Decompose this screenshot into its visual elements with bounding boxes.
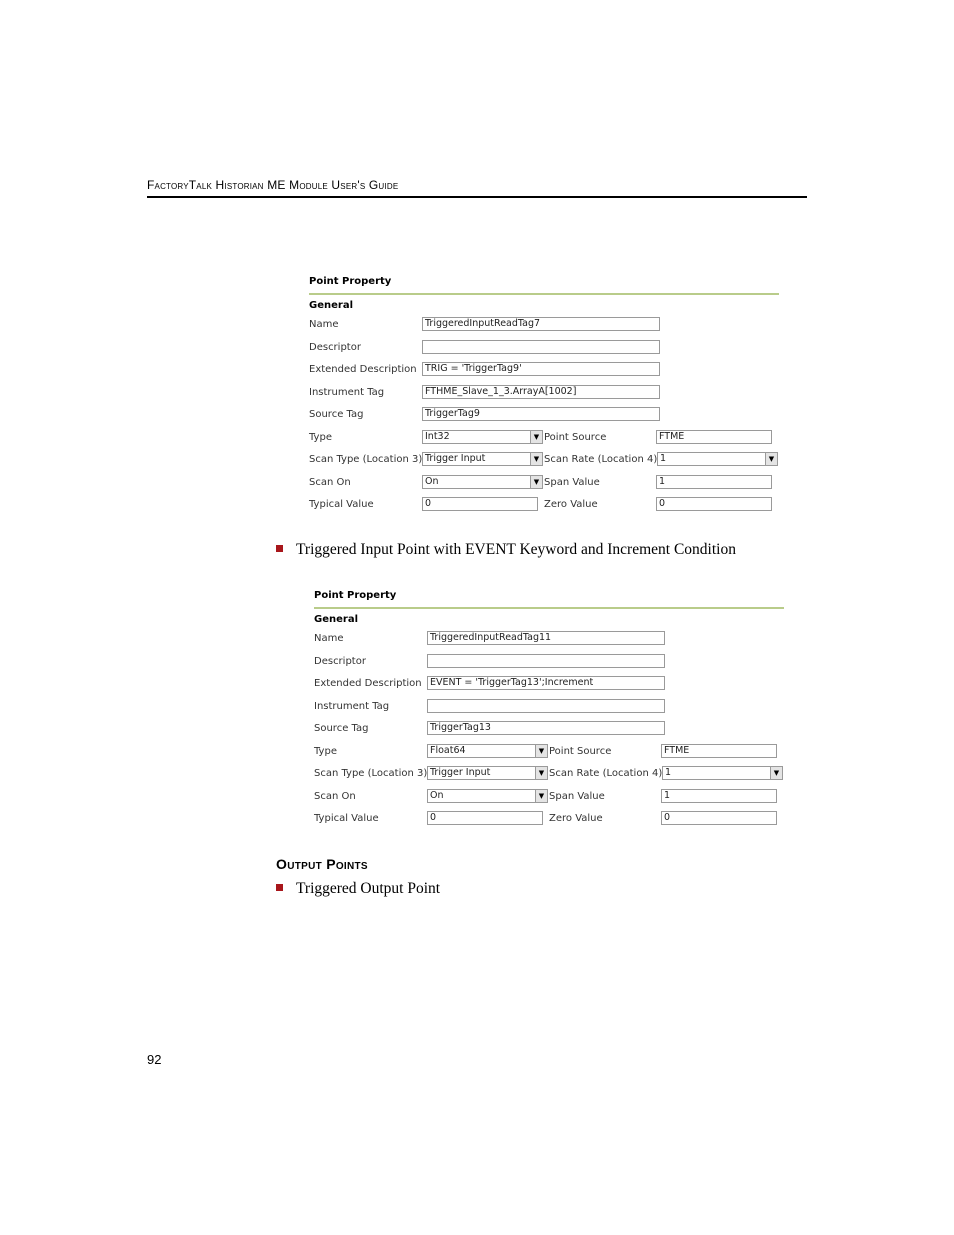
point-property-panel-1 <box>309 268 789 518</box>
scan-on-select[interactable] <box>422 475 543 489</box>
span-value-label: Span Value <box>544 477 600 488</box>
row-scan-type <box>309 452 789 470</box>
span-value-label: Span Value <box>549 791 605 802</box>
row-instrument-tag <box>314 699 794 717</box>
point-property-panel-2 <box>314 582 794 832</box>
section-general: General <box>314 614 358 625</box>
row-scan-on <box>309 475 789 493</box>
name-label: Name <box>314 633 344 644</box>
scan-on-label: Scan On <box>309 477 351 488</box>
type-select-value: Int32 <box>425 431 450 442</box>
bullet-text: Triggered Input Point with EVENT Keyword and Increment Condition <box>296 541 736 558</box>
scan-on-label: Scan On <box>314 791 356 802</box>
type-label: Type <box>309 432 332 443</box>
scan-rate-select-value: 1 <box>665 767 672 778</box>
dropdown-arrow-icon[interactable]: ▼ <box>530 431 542 443</box>
extended-description-label: Extended Description <box>309 364 417 375</box>
section-general: General <box>309 300 353 311</box>
scan-on-select-value: On <box>430 790 444 801</box>
scan-on-select[interactable] <box>427 789 548 803</box>
row-name <box>314 631 794 649</box>
scan-type-select[interactable] <box>427 766 548 780</box>
dropdown-arrow-icon[interactable]: ▼ <box>530 476 542 488</box>
typical-value-field[interactable]: 0 <box>427 811 543 825</box>
dropdown-arrow-icon[interactable]: ▼ <box>530 453 542 465</box>
row-scan-type <box>314 766 794 784</box>
zero-value-label: Zero Value <box>544 499 598 510</box>
row-type <box>309 430 789 448</box>
typical-value-field[interactable]: 0 <box>422 497 538 511</box>
row-type <box>314 744 794 762</box>
scan-type-label: Scan Type (Location 3) <box>309 454 423 465</box>
typical-value-label: Typical Value <box>314 813 379 824</box>
square-bullet-icon <box>276 545 283 552</box>
point-source-label: Point Source <box>549 746 612 757</box>
type-select[interactable] <box>427 744 548 758</box>
instrument-tag-label: Instrument Tag <box>309 387 385 398</box>
panel-title: Point Property <box>309 276 392 287</box>
point-source-label: Point Source <box>544 432 607 443</box>
span-value-field[interactable]: 1 <box>656 475 772 489</box>
point-source-field[interactable]: FTME <box>661 744 777 758</box>
dropdown-arrow-icon[interactable]: ▼ <box>535 745 547 757</box>
source-tag-field[interactable]: TriggerTag13 <box>427 721 665 735</box>
type-select-value: Float64 <box>430 745 466 756</box>
scan-rate-label: Scan Rate (Location 4) <box>549 768 663 779</box>
running-header: FactoryTalk Historian ME Module User's Guide <box>147 178 399 192</box>
dropdown-arrow-icon[interactable]: ▼ <box>535 790 547 802</box>
row-typical-value <box>309 497 789 515</box>
scan-type-select-value: Trigger Input <box>430 767 491 778</box>
extended-description-field[interactable]: TRIG = 'TriggerTag9' <box>422 362 660 376</box>
row-source-tag <box>309 407 789 425</box>
typical-value-label: Typical Value <box>309 499 374 510</box>
row-typical-value <box>314 811 794 829</box>
header-rule <box>147 196 807 198</box>
row-source-tag <box>314 721 794 739</box>
zero-value-field[interactable]: 0 <box>661 811 777 825</box>
scan-rate-label: Scan Rate (Location 4) <box>544 454 658 465</box>
extended-description-label: Extended Description <box>314 678 422 689</box>
span-value-field[interactable]: 1 <box>661 789 777 803</box>
zero-value-field[interactable]: 0 <box>656 497 772 511</box>
square-bullet-icon <box>276 884 283 891</box>
name-field[interactable]: TriggeredInputReadTag11 <box>427 631 665 645</box>
type-select[interactable] <box>422 430 543 444</box>
dropdown-arrow-icon[interactable]: ▼ <box>765 453 777 465</box>
source-tag-label: Source Tag <box>309 409 364 420</box>
descriptor-label: Descriptor <box>309 342 361 353</box>
row-descriptor <box>314 654 794 672</box>
extended-description-field[interactable]: EVENT = 'TriggerTag13';Increment <box>427 676 665 690</box>
name-field[interactable]: TriggeredInputReadTag7 <box>422 317 660 331</box>
zero-value-label: Zero Value <box>549 813 603 824</box>
scan-type-select[interactable] <box>422 452 543 466</box>
source-tag-field[interactable]: TriggerTag9 <box>422 407 660 421</box>
panel-title: Point Property <box>314 590 397 601</box>
row-name <box>309 317 789 335</box>
scan-on-select-value: On <box>425 476 439 487</box>
source-tag-label: Source Tag <box>314 723 369 734</box>
section-heading-output-points: Output Points <box>276 856 368 872</box>
panel-rule <box>309 293 779 295</box>
bullet-item-1 <box>276 541 736 559</box>
dropdown-arrow-icon[interactable]: ▼ <box>770 767 782 779</box>
instrument-tag-label: Instrument Tag <box>314 701 390 712</box>
scan-type-select-value: Trigger Input <box>425 453 486 464</box>
descriptor-label: Descriptor <box>314 656 366 667</box>
scan-rate-select[interactable] <box>662 766 783 780</box>
scan-rate-select[interactable] <box>657 452 778 466</box>
instrument-tag-field[interactable] <box>427 699 665 713</box>
instrument-tag-field[interactable]: FTHME_Slave_1_3.ArrayA[1002] <box>422 385 660 399</box>
row-extended-description <box>314 676 794 694</box>
scan-rate-select-value: 1 <box>660 453 667 464</box>
row-descriptor <box>309 340 789 358</box>
descriptor-field[interactable] <box>422 340 660 354</box>
row-scan-on <box>314 789 794 807</box>
scan-type-label: Scan Type (Location 3) <box>314 768 428 779</box>
point-source-field[interactable]: FTME <box>656 430 772 444</box>
bullet-item-2 <box>276 880 440 898</box>
descriptor-field[interactable] <box>427 654 665 668</box>
page-number: 92 <box>147 1052 162 1067</box>
dropdown-arrow-icon[interactable]: ▼ <box>535 767 547 779</box>
row-extended-description <box>309 362 789 380</box>
name-label: Name <box>309 319 339 330</box>
type-label: Type <box>314 746 337 757</box>
row-instrument-tag <box>309 385 789 403</box>
panel-rule <box>314 607 784 609</box>
bullet-text: Triggered Output Point <box>296 880 441 897</box>
